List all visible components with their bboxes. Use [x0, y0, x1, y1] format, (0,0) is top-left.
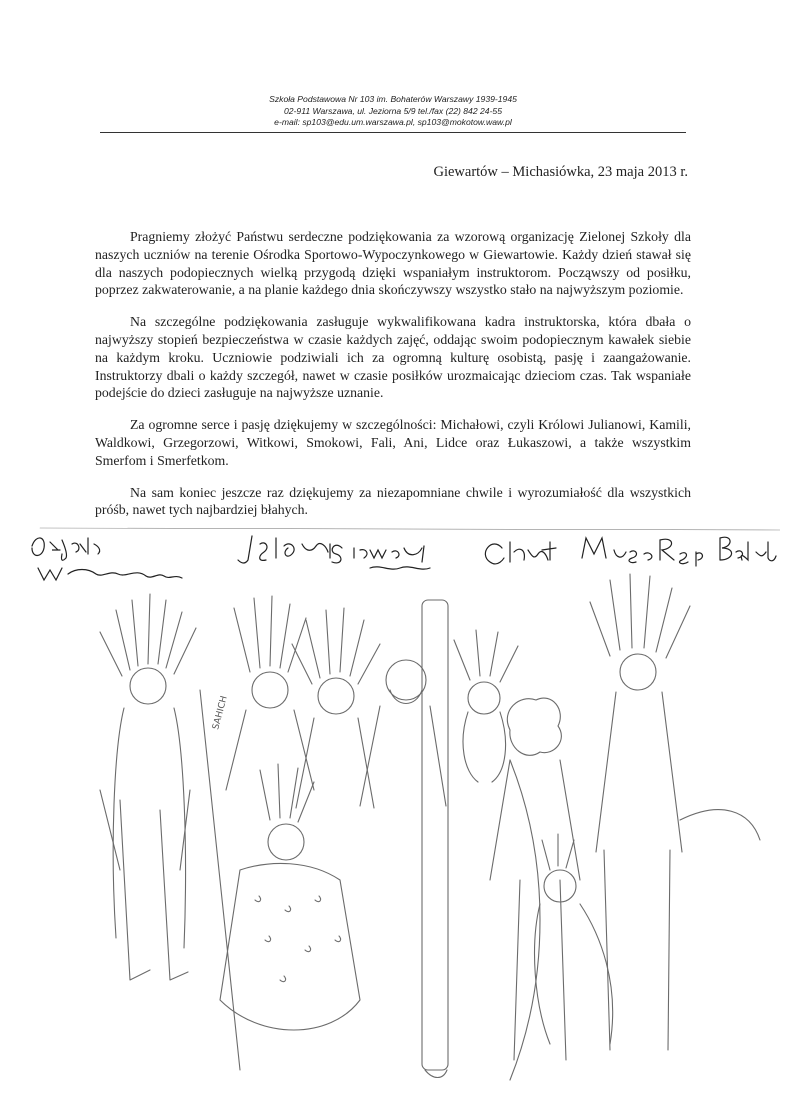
figure-third-headdress [292, 608, 380, 808]
paragraph-3: Za ogromne serce i pasję dziękujemy w szczególności: Michałowi, czyli Królowi Julianowi, Kamili, Waldkowi, Grzegorzowi, Witkowi, Smokowi, Fali, Ani, Lidce oraz Łukaszowi, a także wszystkim Smerfom i Smerfetkom. [95, 417, 691, 468]
pencil-drawing-illustration [40, 560, 780, 1100]
paragraph-4: Na sam koniec jeszcze raz dziękujemy za niezapomniane chwile i wyrozumiałość dla wszystkich próśb, nawet tych najbardziej błahych. [95, 484, 691, 518]
letterhead [100, 94, 686, 129]
date-line: Giewartów – Michasiówka, 23 maja 2013 r. [433, 164, 688, 180]
figure-woman-headdress [454, 630, 518, 782]
letterhead-email: e-mail: sp103@edu.um.warszawa.pl, sp103@mokotow.waw.pl [274, 117, 512, 127]
figure-kneeling-left [200, 690, 360, 1070]
figure-bearded-man [360, 660, 446, 806]
letter-body [95, 228, 691, 533]
paragraph-2: Na szczególne podziękowania zasługuje wykwalifikowana kadra instruktorska, która dbała o najwyższy stopień bezpieczeństwa w czasie każdych zajęć, oddając swoim podopiecznym kawałek siebie na każdym kroku. Uczniowie podziwiali ich za ogromną kulturę osobistą, pasję i zaangażowanie. Instruktorzy dbali o każdy szczegół, nawet w czasie posiłków urozmaicając dzieciom czas. Tak wspaniałe podejście do dzieci zasługuje na najwyższe uznanie. [95, 314, 691, 401]
figure-right-headdress [590, 574, 690, 1050]
paragraph-1: Pragniemy złożyć Państwu serdeczne podziękowania za wzorową organizację Zielonej Szkoły dla naszych uczniów na terenie Ośrodka Sportowo-Wypoczynkowego w Giewartowie. Każdy dzień stawał się dla naszych podopiecznych wielką przygodą dzięki wspaniałym instruktorom. Począwszy od posiłku, poprzez zakwaterowanie, a na planie każdego dnia skończywszy wszystko stało na najwyższym poziomie. [95, 229, 691, 298]
letterhead-divider [100, 132, 686, 133]
figure-left-headdress [100, 594, 196, 980]
figure-archer-right [510, 760, 760, 1080]
figure-second-headdress [226, 596, 314, 790]
letterhead-school-name: Szkoła Podstawowa Nr 103 im. Bohaterów Warszawy 1939-1945 [269, 94, 517, 104]
figure-curly-hair [490, 698, 580, 1060]
bow-label: SAHICH [211, 694, 230, 731]
letterhead-address: 02-911 Warszawa, ul. Jeziorna 5/9 tel./fax (22) 842 24-55 [284, 105, 502, 116]
